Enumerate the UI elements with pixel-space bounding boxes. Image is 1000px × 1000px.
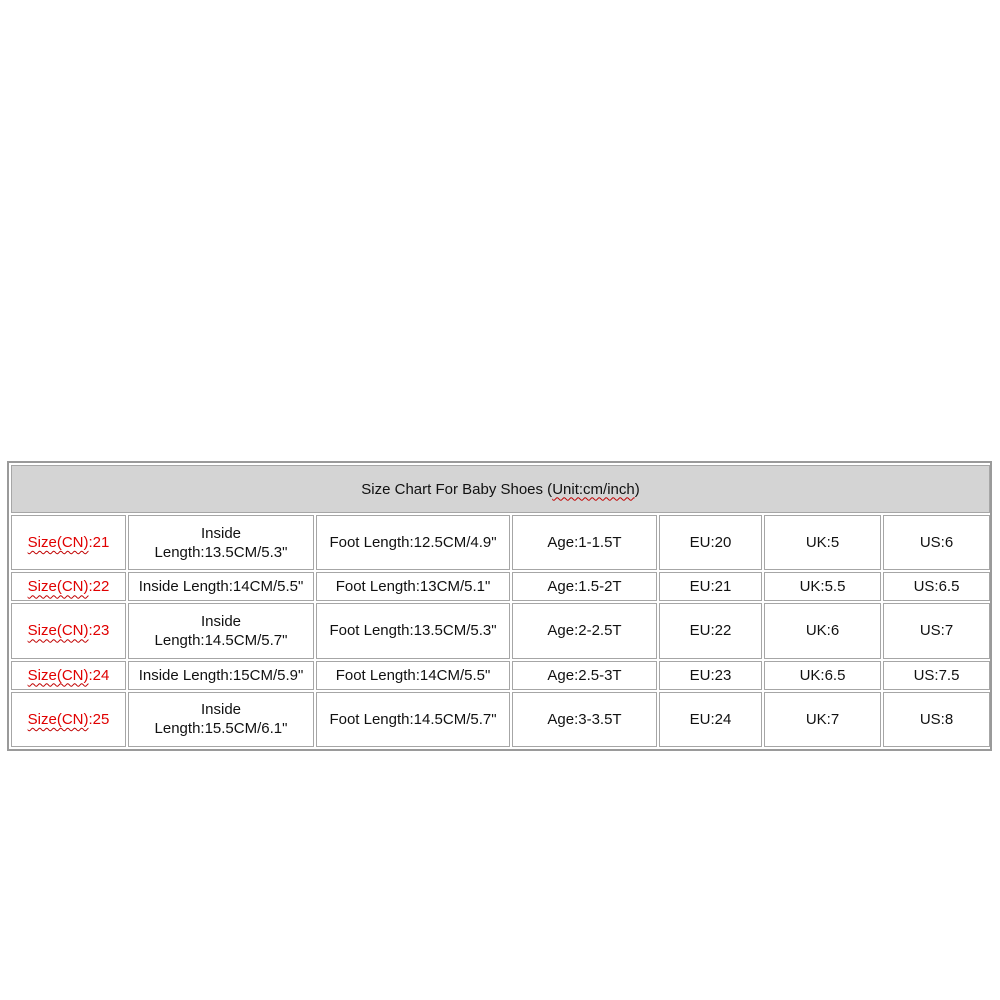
table-row bbox=[11, 603, 990, 658]
size-chart-table bbox=[9, 463, 992, 749]
us-cell: US:6.5 bbox=[883, 572, 990, 601]
inside-length: Inside Length:14CM/5.5" bbox=[138, 578, 304, 596]
size-label: Size(CN) bbox=[27, 710, 89, 728]
size-number: :22 bbox=[88, 578, 110, 596]
us-cell: US:8 bbox=[883, 692, 990, 747]
eu-cell: EU:20 bbox=[659, 515, 762, 570]
us-cell: US:6 bbox=[883, 515, 990, 570]
title-suffix: ) bbox=[634, 480, 640, 498]
table-row bbox=[11, 661, 990, 690]
table-row bbox=[11, 515, 990, 570]
uk-cell: UK:7 bbox=[764, 692, 881, 747]
foot-length-cell: Foot Length:13.5CM/5.3" bbox=[316, 603, 510, 658]
us-cell: US:7 bbox=[883, 603, 990, 658]
age-cell: Age:1-1.5T bbox=[512, 515, 657, 570]
age-cell: Age:2-2.5T bbox=[512, 603, 657, 658]
size-cell bbox=[11, 515, 126, 570]
uk-cell: UK:6.5 bbox=[764, 661, 881, 690]
foot-length-cell: Foot Length:13CM/5.1" bbox=[316, 572, 510, 601]
inside-length-cell bbox=[128, 692, 314, 747]
foot-length-cell: Foot Length:12.5CM/4.9" bbox=[316, 515, 510, 570]
size-label: Size(CN) bbox=[27, 622, 89, 640]
size-cell bbox=[11, 692, 126, 747]
inside-length-cell bbox=[128, 603, 314, 658]
uk-cell: UK:6 bbox=[764, 603, 881, 658]
size-label: Size(CN) bbox=[27, 534, 89, 552]
size-number: :21 bbox=[88, 534, 110, 552]
us-cell: US:7.5 bbox=[883, 661, 990, 690]
size-cell bbox=[11, 603, 126, 658]
size-cell bbox=[11, 661, 126, 690]
table-row bbox=[11, 572, 990, 601]
table-row bbox=[11, 692, 990, 747]
eu-cell: EU:21 bbox=[659, 572, 762, 601]
eu-cell: EU:22 bbox=[659, 603, 762, 658]
inside-length-cell bbox=[128, 515, 314, 570]
age-cell: Age:3-3.5T bbox=[512, 692, 657, 747]
inside-length-cell bbox=[128, 572, 314, 601]
size-label: Size(CN) bbox=[27, 666, 89, 684]
uk-cell: UK:5.5 bbox=[764, 572, 881, 601]
inside-length: Inside Length:14.5CM/5.7" bbox=[154, 612, 288, 649]
size-chart bbox=[7, 461, 992, 751]
foot-length-cell: Foot Length:14CM/5.5" bbox=[316, 661, 510, 690]
inside-length-cell bbox=[128, 661, 314, 690]
size-label: Size(CN) bbox=[27, 578, 89, 596]
uk-cell: UK:5 bbox=[764, 515, 881, 570]
age-cell: Age:2.5-3T bbox=[512, 661, 657, 690]
size-number: :23 bbox=[88, 622, 110, 640]
foot-length-cell: Foot Length:14.5CM/5.7" bbox=[316, 692, 510, 747]
eu-cell: EU:24 bbox=[659, 692, 762, 747]
eu-cell: EU:23 bbox=[659, 661, 762, 690]
size-number: :24 bbox=[88, 666, 110, 684]
title-prefix: Size Chart For Baby Shoes ( bbox=[361, 480, 553, 498]
size-cell bbox=[11, 572, 126, 601]
title-row bbox=[11, 465, 990, 513]
size-number: :25 bbox=[88, 710, 110, 728]
inside-length: Inside Length:15.5CM/6.1" bbox=[154, 701, 288, 738]
title-unit: Unit:cm/inch bbox=[552, 480, 635, 498]
table-title bbox=[11, 465, 990, 513]
inside-length: Inside Length:15CM/5.9" bbox=[138, 666, 304, 684]
age-cell: Age:1.5-2T bbox=[512, 572, 657, 601]
inside-length: Inside Length:13.5CM/5.3" bbox=[154, 524, 288, 561]
